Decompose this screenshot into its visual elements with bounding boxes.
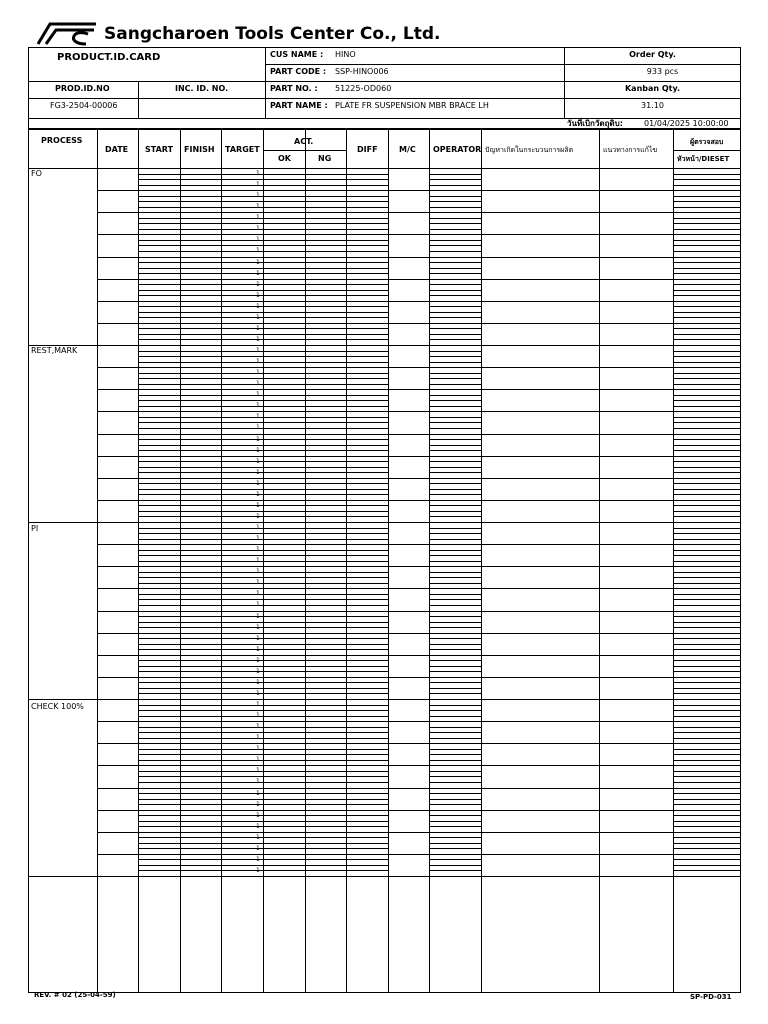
col-process: PROCESS [41,136,83,145]
target-value: 1 [256,347,260,354]
col-start: START [145,145,174,154]
target-value: 1 [256,623,260,631]
col-act: ACT. [294,137,314,146]
cus-name-value: HINO [335,50,356,59]
target-value: 1 [256,557,260,565]
col-ng: NG [318,154,332,163]
target-value: 1 [256,512,260,520]
target-value: 1 [256,678,260,686]
target-value: 1 [256,247,260,255]
target-value: 1 [256,446,260,454]
process-label-check: CHECK 100% [31,702,84,711]
target-value: 1 [256,568,260,576]
target-value: 1 [256,701,260,708]
target-value: 1 [256,645,260,653]
target-value: 1 [256,413,260,421]
target-value: 1 [256,844,260,852]
target-value: 1 [256,435,260,443]
col-inspector-sub: หัวหน้า/DIESET [677,155,730,163]
target-value: 1 [256,391,260,399]
part-name-value: PLATE FR SUSPENSION MBR BRACE LH [335,101,489,110]
target-value: 1 [256,811,260,819]
col-diff: DIFF [357,145,378,154]
target-value: 1 [256,192,260,200]
part-code-label: PART CODE : [270,67,327,76]
order-qty-value: 933 pcs [646,67,679,76]
target-value: 1 [256,258,260,266]
issue-date-label: วันที่เบิกวัตถุดิบ: [567,119,623,128]
target-value: 1 [256,291,260,299]
company-name: Sangcharoen Tools Center Co., Ltd. [104,24,441,44]
target-value: 1 [256,203,260,211]
target-value: 1 [256,181,260,189]
process-label-pi: PI [31,524,39,533]
target-value: 1 [256,789,260,797]
product-id-card-title: PRODUCT.ID.CARD [57,52,161,63]
col-problem: ปัญหาเกิดในกระบวนการผลิต [485,146,574,154]
col-solution: แนวทางการแก้ไข [603,146,658,154]
target-value: 1 [256,214,260,222]
target-value: 1 [256,800,260,808]
target-value: 1 [256,380,260,388]
target-value: 1 [256,468,260,476]
target-value: 1 [256,501,260,509]
target-value: 1 [256,225,260,233]
col-ok: OK [278,154,291,163]
col-mc: M/C [399,145,416,154]
part-code-value: SSP-HINO006 [335,67,389,76]
target-value: 1 [256,767,260,775]
target-value: 1 [256,612,260,620]
col-target: TARGET [225,145,260,154]
revision-note: REV. # 02 (25-04-59) [34,991,116,999]
target-value: 1 [256,833,260,841]
target-value: 1 [256,855,260,863]
target-value: 1 [256,170,260,177]
target-value: 1 [256,269,260,277]
target-value: 1 [256,302,260,310]
target-value: 1 [256,712,260,720]
target-value: 1 [256,280,260,288]
target-value: 1 [256,590,260,598]
target-value: 1 [256,546,260,554]
target-value: 1 [256,822,260,830]
target-value: 1 [256,335,260,343]
target-value: 1 [256,656,260,664]
process-grid [28,118,741,993]
target-value: 1 [256,756,260,764]
part-no-label: PART NO. : [270,84,318,93]
target-value: 1 [256,313,260,321]
target-value: 1 [256,734,260,742]
inc-id-no-label: INC. ID. NO. [175,84,229,93]
target-value: 1 [256,535,260,543]
target-value: 1 [256,369,260,377]
order-qty-label: Order Qty. [629,50,676,59]
target-value: 1 [256,479,260,487]
target-value: 1 [256,745,260,753]
target-value: 1 [256,778,260,786]
target-value: 1 [256,424,260,432]
part-name-label: PART NAME : [270,101,328,110]
kanban-qty-label: Kanban Qty. [624,84,681,93]
target-value: 1 [256,667,260,675]
company-logo [36,20,98,46]
target-value: 1 [256,324,260,332]
col-inspector: ผู้ตรวจสอบ [690,138,724,146]
target-value: 1 [256,723,260,731]
col-finish: FINISH [184,145,215,154]
process-label-rest-mark: REST,MARK [31,346,78,355]
target-value: 1 [256,601,260,609]
target-value: 1 [256,358,260,366]
col-operator: OPERATOR [433,145,482,154]
target-value: 1 [256,457,260,465]
col-date: DATE [105,145,129,154]
prod-id-no-label: PROD.ID.NO [55,84,110,93]
target-value: 1 [256,866,260,874]
target-value: 1 [256,524,260,531]
issue-date-value: 01/04/2025 10:00:00 [644,119,729,128]
target-value: 1 [256,689,260,697]
target-value: 1 [256,490,260,498]
target-value: 1 [256,579,260,587]
target-value: 1 [256,402,260,410]
cus-name-label: CUS NAME : [270,50,324,59]
document-number: SP-PD-031 [690,993,732,1001]
target-value: 1 [256,236,260,244]
kanban-qty-value: 31.10 [641,101,664,110]
prod-id-no-value: FG3-2504-00006 [50,101,118,110]
part-no-value: 51225-OD060 [335,84,392,93]
process-label-fo: FO [31,169,42,178]
target-value: 1 [256,634,260,642]
